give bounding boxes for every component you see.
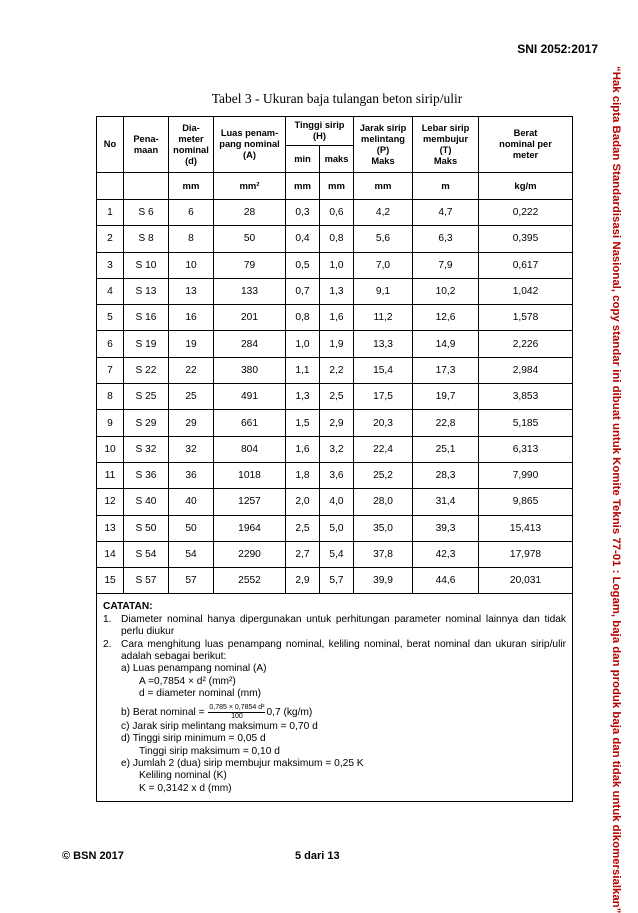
- cell-lebar: 39,3: [413, 515, 479, 541]
- cell-diameter: 13: [169, 278, 214, 304]
- col-header-luas: Luas penam- pang nominal (A): [214, 117, 286, 173]
- cell-no: 14: [97, 541, 124, 567]
- cell-tinggi-min: 0,4: [286, 226, 320, 252]
- cell-tinggi-maks: 2,9: [320, 410, 354, 436]
- col-header-tinggi: Tinggi sirip (H): [286, 117, 354, 146]
- table-title: Tabel 3 - Ukuran baja tulangan beton sirip/ulir: [211, 91, 463, 106]
- note-1: 1. Diameter nominal hanya dipergunakan untuk perhitungan parameter nominal lainnya dan tidak perlu diukur: [103, 613, 566, 638]
- cell-luas: 804: [214, 436, 286, 462]
- standard-number: SNI 2052:2017: [517, 42, 598, 56]
- cell-jarak: 22,4: [354, 436, 413, 462]
- cell-tinggi-min: 0,3: [286, 200, 320, 226]
- cell-lebar: 7,9: [413, 252, 479, 278]
- cell-diameter: 32: [169, 436, 214, 462]
- cell-no: 8: [97, 384, 124, 410]
- cell-lebar: 12,6: [413, 305, 479, 331]
- cell-tinggi-min: 0,5: [286, 252, 320, 278]
- cell-jarak: 5,6: [354, 226, 413, 252]
- cell-tinggi-maks: 1,3: [320, 278, 354, 304]
- cell-penamaan: S 10: [124, 252, 169, 278]
- cell-tinggi-maks: 5,7: [320, 568, 354, 594]
- col-header-lebar: Lebar sirip membujur (T) Maks: [413, 117, 479, 173]
- cell-penamaan: S 6: [124, 200, 169, 226]
- cell-tinggi-maks: 1,9: [320, 331, 354, 357]
- cell-luas: 380: [214, 357, 286, 383]
- cell-tinggi-min: 1,3: [286, 384, 320, 410]
- cell-tinggi-min: 2,9: [286, 568, 320, 594]
- cell-jarak: 15,4: [354, 357, 413, 383]
- note-2e-keliling: Keliling nominal (K): [139, 770, 227, 782]
- cell-penamaan: S 36: [124, 462, 169, 488]
- cell-tinggi-maks: 2,5: [320, 384, 354, 410]
- cell-jarak: 13,3: [354, 331, 413, 357]
- cell-lebar: 28,3: [413, 462, 479, 488]
- unit-diameter: mm: [169, 173, 214, 200]
- cell-lebar: 10,2: [413, 278, 479, 304]
- cell-no: 12: [97, 489, 124, 515]
- cell-berat: 20,031: [479, 568, 573, 594]
- cell-lebar: 22,8: [413, 410, 479, 436]
- units-cell: [97, 173, 124, 200]
- table-row: [97, 278, 573, 304]
- cell-no: 4: [97, 278, 124, 304]
- unit-tinggi-min: mm: [286, 173, 320, 200]
- unit-jarak: mm: [354, 173, 413, 200]
- cell-tinggi-maks: 0,8: [320, 226, 354, 252]
- cell-tinggi-maks: 4,0: [320, 489, 354, 515]
- cell-luas: 661: [214, 410, 286, 436]
- cell-luas: 2552: [214, 568, 286, 594]
- cell-luas: 491: [214, 384, 286, 410]
- cell-diameter: 54: [169, 541, 214, 567]
- cell-no: 9: [97, 410, 124, 436]
- cell-diameter: 50: [169, 515, 214, 541]
- table-row: [97, 384, 573, 410]
- note-2b: b) Berat nominal = $\frac{\text{0,785 × 0,7854 d²}}{100}$ 0,7 (kg/m): [121, 703, 313, 720]
- table-row: [97, 436, 573, 462]
- cell-penamaan: S 54: [124, 541, 169, 567]
- cell-luas: 1257: [214, 489, 286, 515]
- table-row: [97, 200, 573, 226]
- cell-jarak: 4,2: [354, 200, 413, 226]
- cell-no: 3: [97, 252, 124, 278]
- cell-tinggi-min: 1,0: [286, 331, 320, 357]
- cell-tinggi-maks: 5,4: [320, 541, 354, 567]
- cell-diameter: 40: [169, 489, 214, 515]
- cell-tinggi-maks: 3,6: [320, 462, 354, 488]
- cell-diameter: 57: [169, 568, 214, 594]
- cell-tinggi-min: 1,5: [286, 410, 320, 436]
- cell-luas: 133: [214, 278, 286, 304]
- cell-jarak: 28,0: [354, 489, 413, 515]
- cell-luas: 28: [214, 200, 286, 226]
- table-row: [97, 357, 573, 383]
- cell-luas: 50: [214, 226, 286, 252]
- cell-berat: 7,990: [479, 462, 573, 488]
- cell-luas: 1964: [214, 515, 286, 541]
- cell-berat: 0,222: [479, 200, 573, 226]
- col-header-diameter: Dia- meter nominal (d): [169, 117, 214, 173]
- note-2c: c) Jarak sirip melintang maksimum = 0,70 d: [121, 720, 318, 732]
- cell-tinggi-min: 1,8: [286, 462, 320, 488]
- cell-berat: 15,413: [479, 515, 573, 541]
- cell-diameter: 29: [169, 410, 214, 436]
- col-header-no: No: [97, 117, 124, 173]
- cell-jarak: 9,1: [354, 278, 413, 304]
- cell-tinggi-maks: 2,2: [320, 357, 354, 383]
- col-header-berat: Berat nominal per meter: [479, 117, 573, 173]
- cell-berat: 5,185: [479, 410, 573, 436]
- cell-berat: 6,313: [479, 436, 573, 462]
- unit-lebar: m: [413, 173, 479, 200]
- cell-tinggi-min: 2,5: [286, 515, 320, 541]
- cell-tinggi-min: 2,7: [286, 541, 320, 567]
- cell-tinggi-maks: 1,6: [320, 305, 354, 331]
- cell-lebar: 17,3: [413, 357, 479, 383]
- cell-no: 13: [97, 515, 124, 541]
- units-cell: [124, 173, 169, 200]
- cell-jarak: 7,0: [354, 252, 413, 278]
- table-row: [97, 226, 573, 252]
- cell-diameter: 10: [169, 252, 214, 278]
- cell-penamaan: S 50: [124, 515, 169, 541]
- table-row: [97, 541, 573, 567]
- cell-tinggi-min: 1,1: [286, 357, 320, 383]
- weight-fraction: $\frac{\text{0,785 × 0,7854 d²}}{100}$: [209, 703, 265, 720]
- note-2a-definition: d = diameter nominal (mm): [139, 688, 262, 700]
- cell-lebar: 4,7: [413, 200, 479, 226]
- cell-diameter: 22: [169, 357, 214, 383]
- cell-penamaan: S 8: [124, 226, 169, 252]
- cell-luas: 201: [214, 305, 286, 331]
- cell-penamaan: S 57: [124, 568, 169, 594]
- table-row: [97, 489, 573, 515]
- cell-tinggi-min: 0,7: [286, 278, 320, 304]
- cell-penamaan: S 29: [124, 410, 169, 436]
- cell-luas: 1018: [214, 462, 286, 488]
- cell-penamaan: S 19: [124, 331, 169, 357]
- cell-tinggi-min: 1,6: [286, 436, 320, 462]
- cell-jarak: 39,9: [354, 568, 413, 594]
- note-2e-formula: K = 0,3142 x d (mm): [139, 782, 232, 794]
- cell-berat: 0,617: [479, 252, 573, 278]
- rebar-size-table: [96, 116, 573, 802]
- cell-no: 10: [97, 436, 124, 462]
- cell-tinggi-maks: 0,6: [320, 200, 354, 226]
- footer-copyright: © BSN 2017: [62, 850, 124, 862]
- cell-tinggi-min: 0,8: [286, 305, 320, 331]
- cell-diameter: 8: [169, 226, 214, 252]
- unit-luas: mm²: [214, 173, 286, 200]
- cell-no: 6: [97, 331, 124, 357]
- table-row: [97, 410, 573, 436]
- page-number: 5 dari 13: [295, 850, 340, 862]
- note-2d: d) Tinggi sirip minimum = 0,05 d: [121, 733, 266, 745]
- cell-jarak: 17,5: [354, 384, 413, 410]
- cell-berat: 2,984: [479, 357, 573, 383]
- cell-no: 5: [97, 305, 124, 331]
- cell-berat: 17,978: [479, 541, 573, 567]
- cell-lebar: 42,3: [413, 541, 479, 567]
- table-row: [97, 305, 573, 331]
- cell-diameter: 19: [169, 331, 214, 357]
- cell-jarak: 20,3: [354, 410, 413, 436]
- cell-berat: 3,853: [479, 384, 573, 410]
- note-2a: a) Luas penampang nominal (A): [121, 663, 267, 675]
- note-2a-formula: A =0,7854 × d² (mm²): [139, 675, 236, 687]
- cell-tinggi-maks: 3,2: [320, 436, 354, 462]
- cell-penamaan: S 40: [124, 489, 169, 515]
- cell-lebar: 19,7: [413, 384, 479, 410]
- cell-berat: 9,865: [479, 489, 573, 515]
- cell-diameter: 36: [169, 462, 214, 488]
- cell-no: 2: [97, 226, 124, 252]
- notes-title: CATATAN:: [103, 601, 153, 613]
- cell-jarak: 11,2: [354, 305, 413, 331]
- table-row: [97, 462, 573, 488]
- cell-penamaan: S 32: [124, 436, 169, 462]
- cell-tinggi-maks: 1,0: [320, 252, 354, 278]
- notes-cell: [97, 594, 573, 802]
- cell-penamaan: S 13: [124, 278, 169, 304]
- cell-lebar: 31,4: [413, 489, 479, 515]
- cell-no: 15: [97, 568, 124, 594]
- cell-luas: 79: [214, 252, 286, 278]
- cell-lebar: 6,3: [413, 226, 479, 252]
- cell-jarak: 35,0: [354, 515, 413, 541]
- table-row: [97, 568, 573, 594]
- col-header-tinggi-maks: maks: [320, 146, 354, 173]
- cell-berat: 2,226: [479, 331, 573, 357]
- table-row: [97, 515, 573, 541]
- cell-lebar: 44,6: [413, 568, 479, 594]
- cell-diameter: 25: [169, 384, 214, 410]
- note-2d-max: Tinggi sirip maksimum = 0,10 d: [139, 745, 280, 757]
- col-header-tinggi-min: min: [286, 146, 320, 173]
- cell-no: 11: [97, 462, 124, 488]
- unit-tinggi-maks: mm: [320, 173, 354, 200]
- note-2: 2. Cara menghitung luas penampang nominal, keliling nominal, berat nominal dan ukuran sirip/ulir adalah sebagai berikut:: [103, 638, 566, 663]
- cell-diameter: 16: [169, 305, 214, 331]
- cell-berat: 1,578: [479, 305, 573, 331]
- cell-luas: 284: [214, 331, 286, 357]
- cell-berat: 1,042: [479, 278, 573, 304]
- cell-tinggi-min: 2,0: [286, 489, 320, 515]
- table-row: [97, 331, 573, 357]
- cell-penamaan: S 16: [124, 305, 169, 331]
- copyright-side-notice: “Hak cipta Badan Standardisasi Nasional, copy standar ini dibuat untuk Komite Teknis 77-01 : Logam, baja dan produk baja dan tidak untuk dikomersialkan”: [610, 66, 622, 913]
- cell-jarak: 25,2: [354, 462, 413, 488]
- cell-no: 7: [97, 357, 124, 383]
- table-row: [97, 252, 573, 278]
- cell-penamaan: S 25: [124, 384, 169, 410]
- cell-tinggi-maks: 5,0: [320, 515, 354, 541]
- cell-no: 1: [97, 200, 124, 226]
- cell-jarak: 37,8: [354, 541, 413, 567]
- col-header-penamaan: Pena- maan: [124, 117, 169, 173]
- cell-berat: 0,395: [479, 226, 573, 252]
- cell-luas: 2290: [214, 541, 286, 567]
- cell-diameter: 6: [169, 200, 214, 226]
- note-2e: e) Jumlah 2 (dua) sirip membujur maksimum = 0,25 K: [121, 757, 364, 769]
- cell-lebar: 14,9: [413, 331, 479, 357]
- unit-berat: kg/m: [479, 173, 573, 200]
- cell-lebar: 25,1: [413, 436, 479, 462]
- col-header-jarak: Jarak sirip melintang (P) Maks: [354, 117, 413, 173]
- cell-penamaan: S 22: [124, 357, 169, 383]
